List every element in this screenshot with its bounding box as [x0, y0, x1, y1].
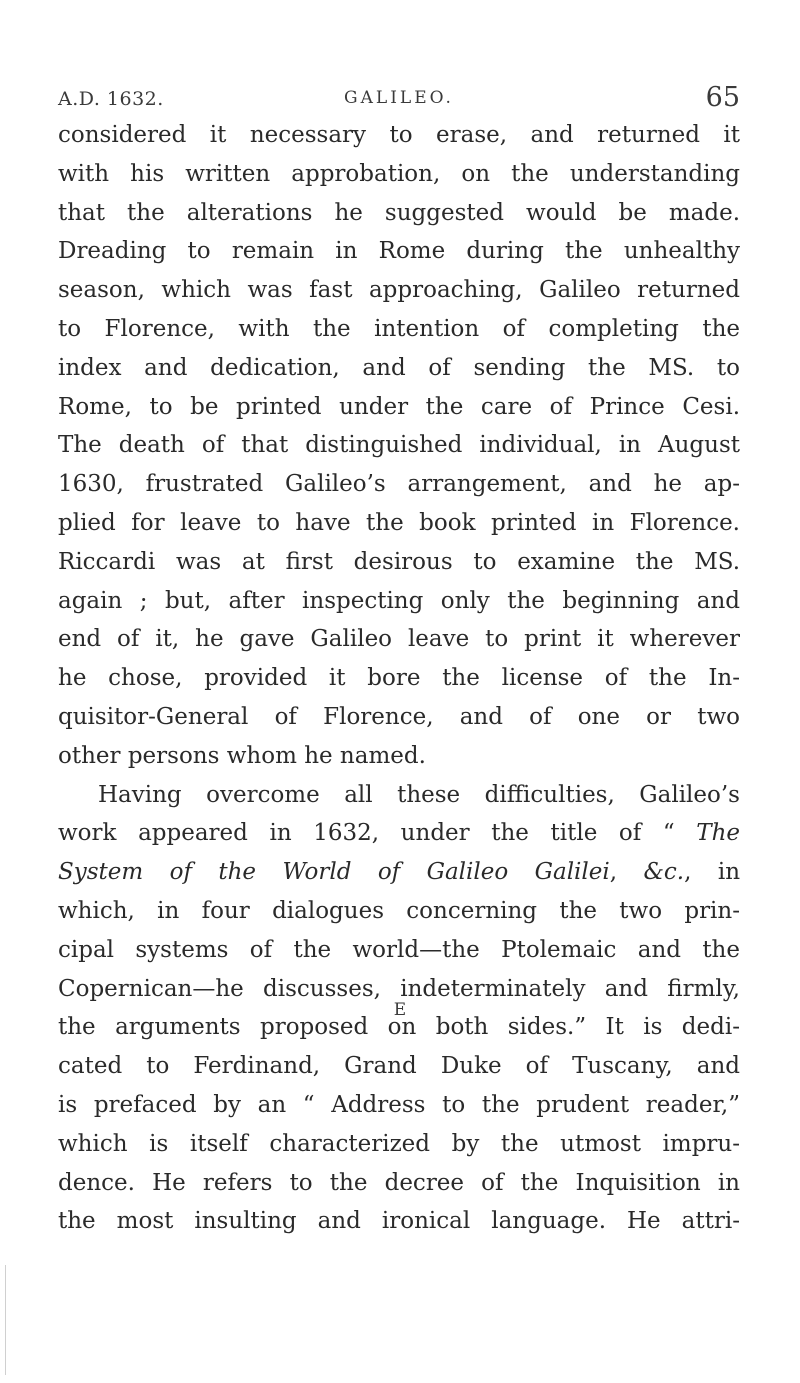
header-title: GALILEO. [344, 88, 454, 108]
header-date: A.D. 1632. [58, 88, 164, 110]
text-line: quisitor-General of Florence, and of one or two [58, 703, 740, 730]
text-line: which is itself characterized by the utmost impru- [58, 1130, 740, 1157]
text-line: Riccardi was at first desirous to examine the MS. [58, 548, 740, 575]
book-title-italic: System of the World of Galileo Galilei [58, 859, 610, 886]
body-text [58, 116, 740, 1241]
text-segment: , [609, 859, 644, 886]
text-line: cipal systems of the world—the Ptolemaic and the [58, 936, 740, 963]
text-line: that the alterations he suggested would be made. [58, 199, 740, 226]
text-line: with his written approbation, on the understanding [58, 160, 740, 187]
text-line: cated to Ferdinand, Grand Duke of Tuscany, and [58, 1053, 740, 1080]
text-line: 1630, frustrated Galileo’s arrangement, and he ap- [58, 471, 740, 498]
text-line: other persons whom he named. [58, 742, 426, 769]
etc-italic: &c. [643, 859, 685, 886]
text-line: the most insulting and ironical language. He attri- [58, 1208, 740, 1235]
text-line: again ; but, after inspecting only the beginning and [58, 587, 740, 614]
text-line: Copernican—he discusses, indeterminately and firmly, [58, 975, 740, 1002]
page-edge-line [5, 1265, 6, 1375]
text-segment: work appeared in 1632, under the title of “ [58, 820, 697, 847]
text-line: is prefaced by an “ Address to the prudent reader,” [58, 1091, 740, 1118]
text-line: season, which was fast approaching, Galileo returned [58, 277, 740, 304]
text-line: end of it, he gave Galileo leave to print it wherever [58, 626, 740, 653]
text-line: The death of that distinguished individual, in August [58, 432, 740, 459]
page-number: 65 [705, 82, 740, 113]
running-header [58, 82, 740, 116]
text-line: considered it necessary to erase, and returned it [58, 122, 740, 148]
text-line: to Florence, with the intention of completing the [58, 315, 740, 342]
text-line: he chose, provided it bore the license of the In- [58, 665, 740, 692]
text-line: Having overcome all these difficulties, Galileo’s [98, 781, 740, 808]
text-line: dence. He refers to the decree of the Inquisition in [58, 1169, 740, 1196]
text-line: Rome, to be printed under the care of Prince Cesi. [58, 393, 740, 420]
text-line: which, in four dialogues concerning the two prin- [58, 897, 740, 924]
text-line: Dreading to remain in Rome during the unhealthy [58, 238, 740, 265]
signature-mark: E [393, 1000, 407, 1020]
text-line: plied for leave to have the book printed in Florence. [58, 509, 740, 536]
book-title-italic: The [696, 820, 740, 847]
text-line: index and dedication, and of sending the MS. to [58, 354, 740, 381]
text-line: the arguments proposed on both sides.” It is dedi- [58, 1014, 740, 1041]
text-line [58, 853, 740, 892]
text-line [58, 814, 740, 853]
text-segment: , in [684, 859, 741, 886]
